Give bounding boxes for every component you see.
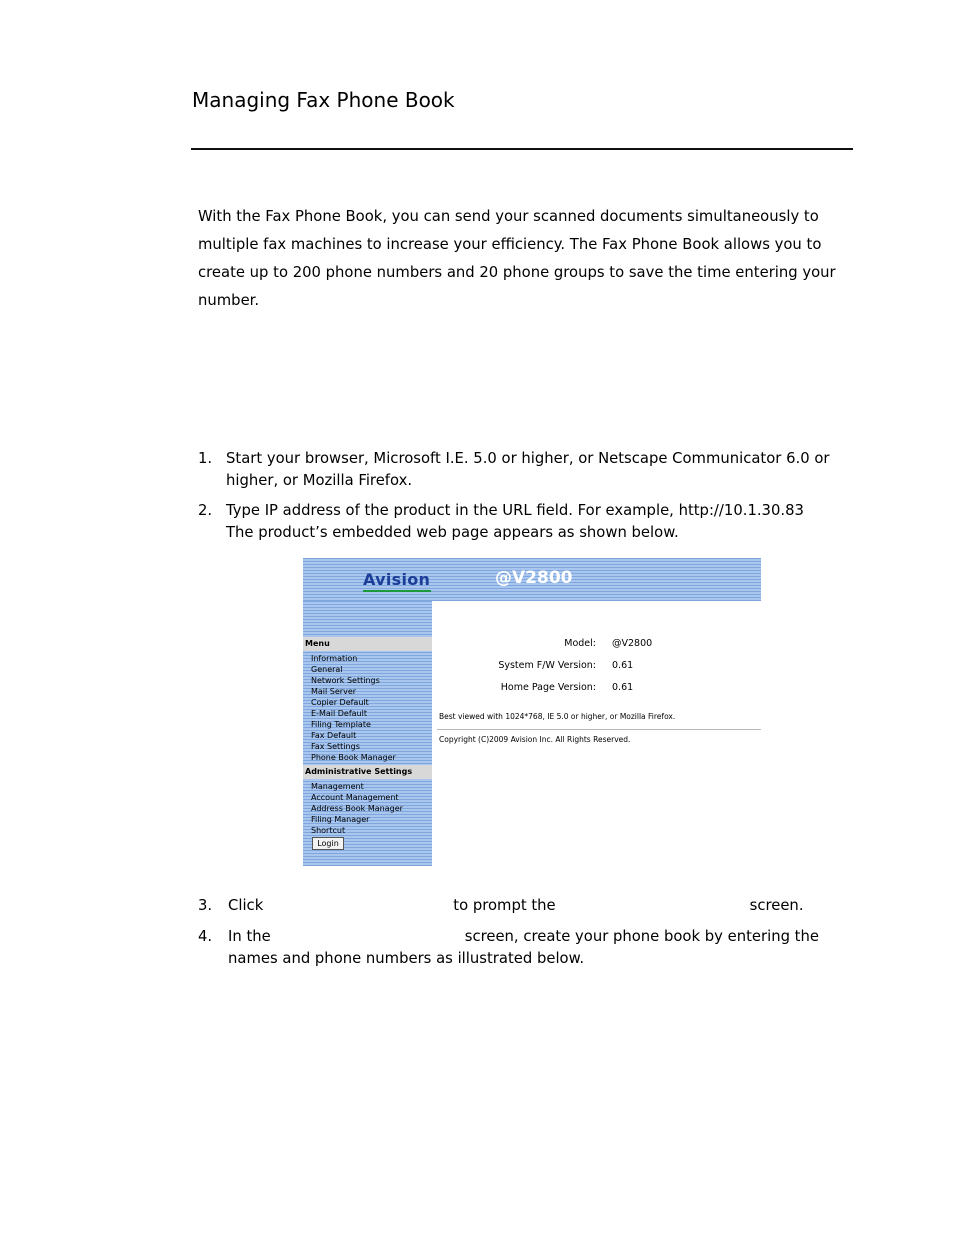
title-rule [191,148,853,150]
menu-item-management[interactable]: Management [311,782,364,791]
login-button[interactable]: Login [312,837,344,850]
menu-item-mail-server[interactable]: Mail Server [311,687,357,696]
step-number: 1. [198,450,213,467]
menu-item-account-management[interactable]: Account Management [311,793,399,802]
webpage-header [303,558,761,601]
step-item [198,926,868,970]
info-value: @V2800 [612,638,653,649]
webpage-content [432,601,761,866]
info-label: System F/W Version: [498,660,596,671]
menu-item-network-settings[interactable]: Network Settings [311,676,380,685]
menu-item-address-book-manager[interactable]: Address Book Manager [311,804,403,813]
step-number: 2. [198,502,213,519]
embedded-webpage-screenshot [303,558,761,866]
avision-logo: Avision [363,570,431,589]
menu-item-general[interactable]: General [311,665,343,674]
step-item [198,500,868,544]
step-subtext: The product’s embedded web page appears as shown below. [226,524,679,541]
webpage-sidebar [303,601,432,866]
menu-item-filing-template[interactable]: Filing Template [311,720,371,729]
info-value: 0.61 [612,682,634,693]
logo-area [303,558,432,601]
step-text-a: Click [228,897,264,914]
menu-header: Menu [303,637,432,651]
menu-item-copier-default[interactable]: Copier Default [311,698,369,707]
steps-list [198,448,868,552]
menu-item-filing-manager[interactable]: Filing Manager [311,815,370,824]
logo-underline [363,590,431,592]
menu-item-fax-default[interactable]: Fax Default [311,731,357,740]
step-text-a: In the [228,928,271,945]
model-title: @V2800 [495,568,573,588]
copyright-text: Copyright (C)2009 Avision Inc. All Rights Reserved. [439,735,631,744]
browser-note: Best viewed with 1024*768, IE 5.0 or higher, or Mozilla Firefox. [439,712,676,721]
steps-list-continued [198,895,868,979]
menu-list [311,653,396,763]
step-text: Start your browser, Microsoft I.E. 5.0 or higher, or Netscape Communicator 6.0 or higher, or Mozilla Firefox. [226,450,830,489]
menu-item-phone-book-manager[interactable]: Phone Book Manager [311,753,396,762]
content-separator [437,729,761,730]
intro-paragraph: With the Fax Phone Book, you can send your scanned documents simultaneously to multiple fax machines to increase your efficiency. The Fax Phone Book allows you to create up to 200 phone numbers and 20 phone groups to save the time entering your number. [198,208,836,309]
step-text: Type IP address of the product in the URL field. For example, http://10.1.30.83 [226,502,804,519]
step-number: 4. [198,928,213,945]
menu-item-information[interactable]: Information [311,654,358,663]
step-item [198,895,868,917]
info-label: Model: [564,638,596,649]
menu-item-email-default[interactable]: E-Mail Default [311,709,367,718]
admin-settings-header: Administrative Settings [303,765,432,779]
admin-menu-list [311,781,403,836]
info-value: 0.61 [612,660,634,671]
step-item [198,448,868,492]
info-label: Home Page Version: [500,682,596,693]
step-number: 3. [198,897,213,914]
menu-item-fax-settings[interactable]: Fax Settings [311,742,360,751]
step-text-c: screen. [749,897,804,914]
step-text-b: to prompt the [453,897,556,914]
step-text-b: screen, create your phone book by entering the names and phone numbers as illustrated below. [228,928,819,967]
page-title: Managing Fax Phone Book [192,88,455,112]
menu-item-shortcut[interactable]: Shortcut [311,826,346,835]
